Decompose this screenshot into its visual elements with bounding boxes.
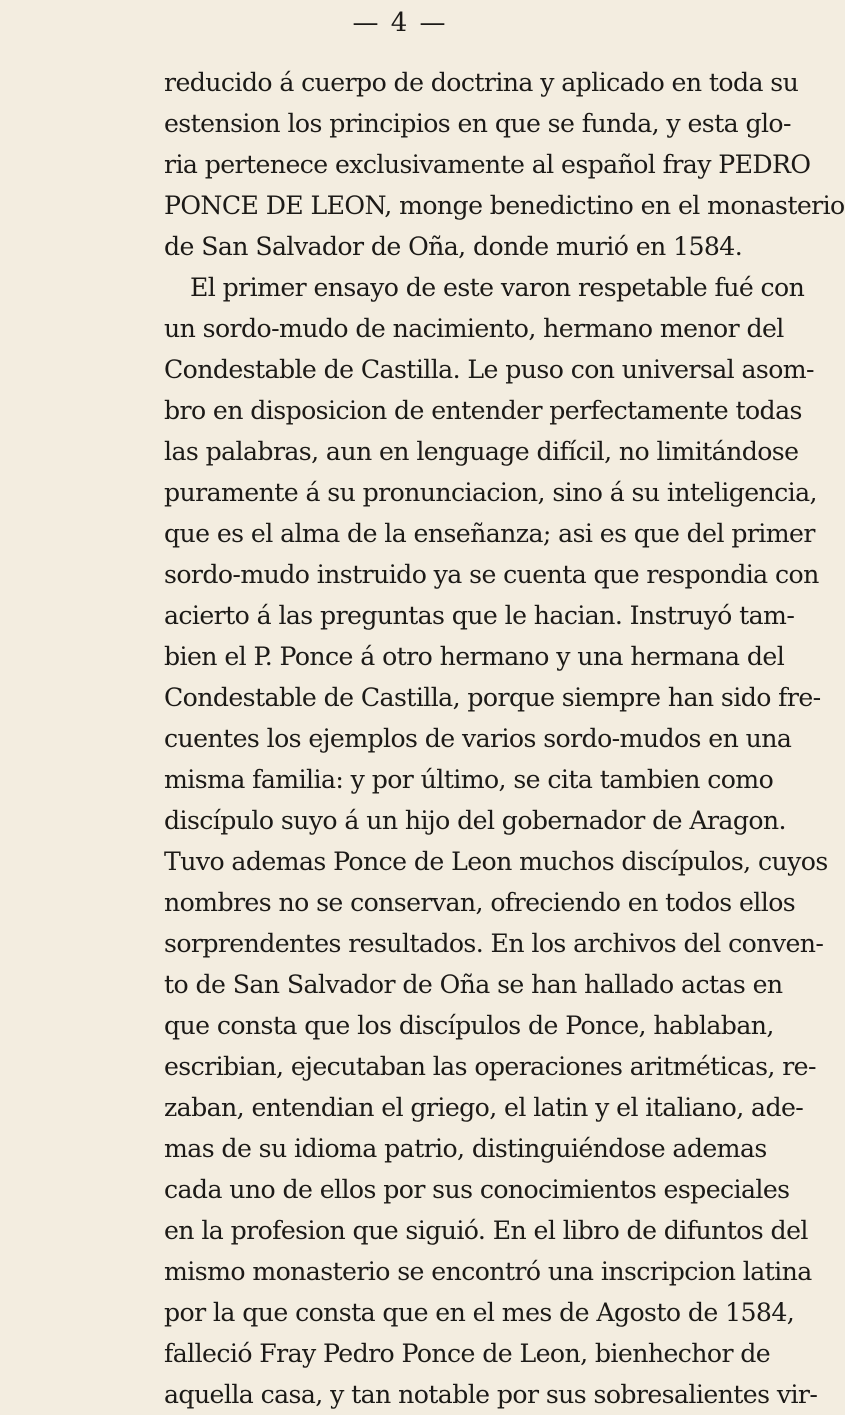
text-line: nombres no se conservan, ofreciendo en todos ellos <box>164 888 796 917</box>
text-line: bro en disposicion de entender perfectamente todas <box>164 396 802 425</box>
text-line: un sordo-mudo de nacimiento, hermano menor del <box>164 314 784 343</box>
text-line: falleció Fray Pedro Ponce de Leon, bienhechor de <box>164 1339 771 1368</box>
text-line: ria pertenece exclusivamente al español fray PEDRO <box>164 150 811 179</box>
text-line: Condestable de Castilla. Le puso con universal asom- <box>164 355 814 384</box>
text-line: que es el alma de la enseñanza; asi es que del primer <box>164 519 815 548</box>
text-line: Tuvo ademas Ponce de Leon muchos discípulos, cuyos <box>164 847 828 876</box>
text-line: acierto á las preguntas que le hacian. Instruyó tam- <box>164 601 795 630</box>
text-line: puramente á su pronunciacion, sino á su inteligencia, <box>164 478 817 507</box>
text-line: de San Salvador de Oña, donde murió en 1584. <box>164 232 743 261</box>
text-line: aquella casa, y tan notable por sus sobresalientes vir- <box>164 1380 818 1409</box>
text-line: en la profesion que siguió. En el libro de difuntos del <box>164 1216 808 1245</box>
text-line: to de San Salvador de Oña se han hallado actas en <box>164 970 783 999</box>
text-line: reducido á cuerpo de doctrina y aplicado en toda su <box>164 68 799 97</box>
text-line: mismo monasterio se encontró una inscripcion latina <box>164 1257 812 1286</box>
text-line: estension los principios en que se funda, y esta glo- <box>164 109 791 138</box>
body-text <box>164 62 845 1415</box>
text-line: cuentes los ejemplos de varios sordo-mudos en una <box>164 724 792 753</box>
text-line: PONCE DE LEON, monge benedictino en el monasterio <box>164 191 845 220</box>
text-line: Condestable de Castilla, porque siempre han sido fre- <box>164 683 821 712</box>
text-line: discípulo suyo á un hijo del gobernador de Aragon. <box>164 806 786 835</box>
text-line: misma familia: y por último, se cita tambien como <box>164 765 774 794</box>
text-line: cada uno de ellos por sus conocimientos especiales <box>164 1175 790 1204</box>
text-line: zaban, entendian el griego, el latin y el italiano, ade- <box>164 1093 804 1122</box>
text-line: que consta que los discípulos de Ponce, hablaban, <box>164 1011 774 1040</box>
text-line: sordo-mudo instruido ya se cuenta que respondia con <box>164 560 819 589</box>
text-line: bien el P. Ponce á otro hermano y una hermana del <box>164 642 785 671</box>
text-line: escribian, ejecutaban las operaciones aritméticas, re- <box>164 1052 816 1081</box>
text-line: El primer ensayo de este varon respetable fué con <box>190 273 805 302</box>
page-number: — 4 — <box>352 8 448 38</box>
text-line: por la que consta que en el mes de Agosto de 1584, <box>164 1298 795 1327</box>
text-line: sorprendentes resultados. En los archivos del conven- <box>164 929 824 958</box>
text-line: mas de su idioma patrio, distinguiéndose ademas <box>164 1134 767 1163</box>
text-line: las palabras, aun en lenguage difícil, no limitándose <box>164 437 799 466</box>
